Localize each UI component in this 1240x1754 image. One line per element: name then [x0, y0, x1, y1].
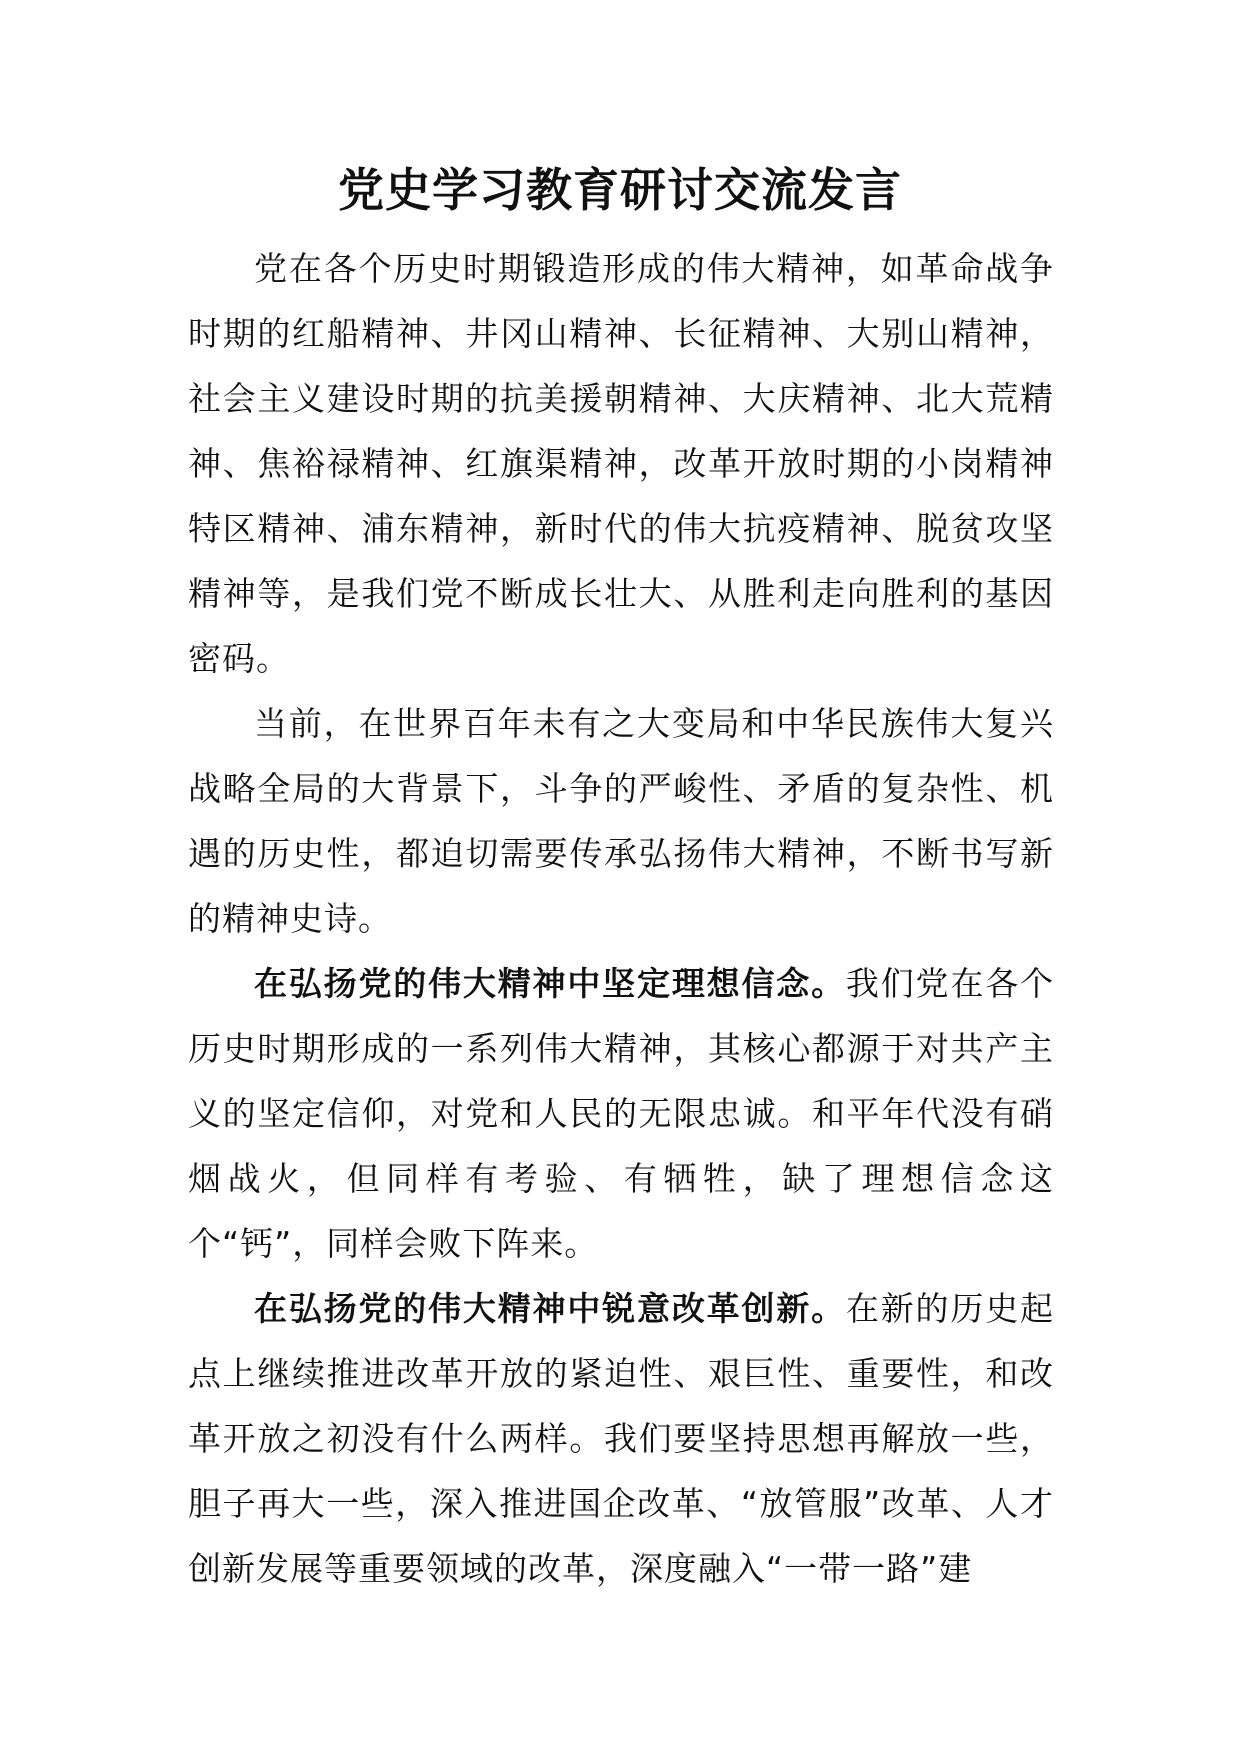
- paragraph-3-heading: 在弘扬党的伟大精神中坚定理想信念。: [254, 964, 846, 1003]
- paragraph-4: [188, 1276, 1054, 1601]
- paragraph-4-heading: 在弘扬党的伟大精神中锐意改革创新。: [254, 1289, 846, 1328]
- document-title: 党史学习教育研讨交流发言: [338, 163, 902, 217]
- paragraph-3: [188, 951, 1054, 1276]
- paragraph-3-text: 我们党在各个历史时期形成的一系列伟大精神，其核心都源于对共产主义的坚定信仰，对党和人民的无限忠诚。和平年代没有硝烟战火，但同样有考验、有牺牲，缺了理想信念这个“钙”，同样会败下阵来。: [188, 964, 1055, 1263]
- paragraph-4-text: 在新的历史起点上继续推进改革开放的紧迫性、艰巨性、重要性，和改革开放之初没有什么两样。我们要坚持思想再解放一些，胆子再大一些，深入推进国企改革、“放管服”改革、人才创新发展等重要领域的改革，深度融入“一带一路”建: [188, 1289, 1055, 1588]
- paragraph-1-text: 党在各个历史时期锻造形成的伟大精神，如革命战争时期的红船精神、井冈山精神、长征精神、大别山精神，社会主义建设时期的抗美援朝精神、大庆精神、北大荒精神、焦裕禄精神、红旗渠精神，改革开放时期的小岗精神特区精神、浦东精神，新时代的伟大抗疫精神、脱贫攻坚精神等，是我们党不断成长壮大、从胜利走向胜利的基因密码。: [188, 249, 1054, 678]
- paragraph-1: [188, 236, 1054, 691]
- paragraph-2: [188, 691, 1054, 951]
- paragraph-2-text: 当前，在世界百年未有之大变局和中华民族伟大复兴战略全局的大背景下，斗争的严峻性、矛盾的复杂性、机遇的历史性，都迫切需要传承弘扬伟大精神，不断书写新的精神史诗。: [188, 704, 1054, 938]
- document-body: [188, 236, 1054, 1601]
